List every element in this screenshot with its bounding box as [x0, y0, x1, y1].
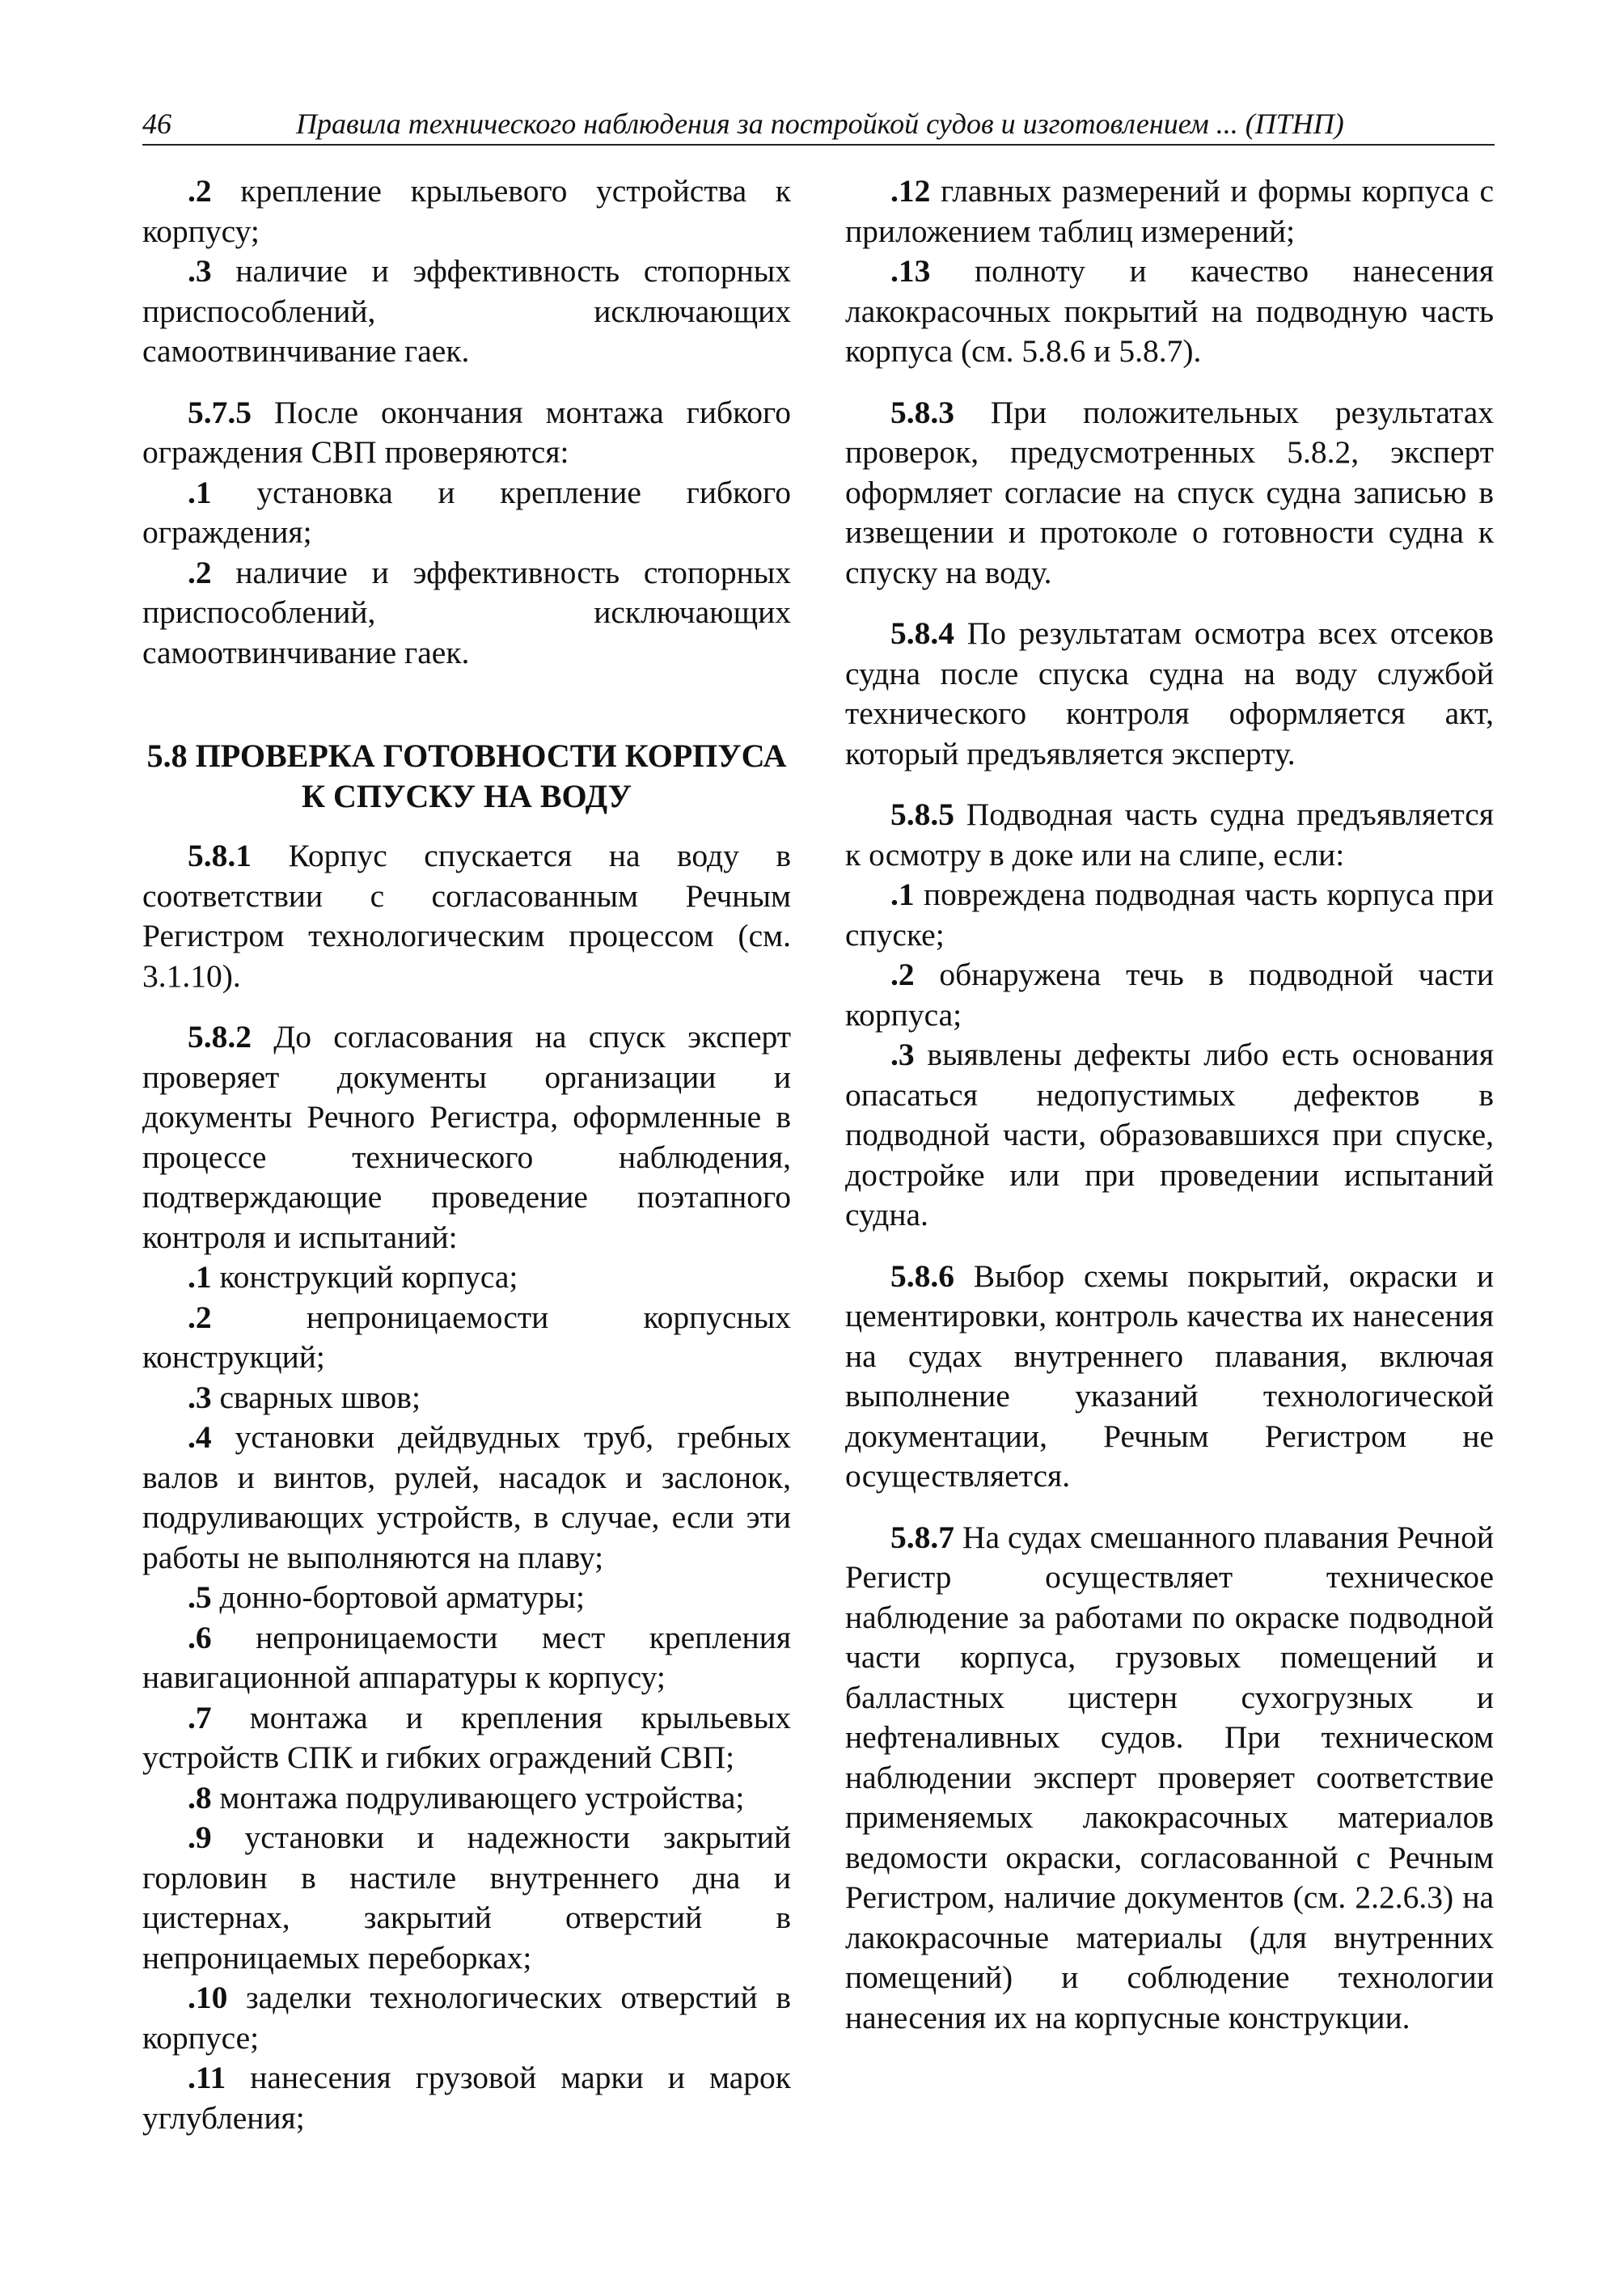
list-item: [142, 1698, 791, 1778]
item-number: .2: [188, 173, 212, 209]
list-item: [142, 1418, 791, 1578]
clause-text: На судах смешанного плавания Речной Регистр осуществляет техническое наблюдение за работами по окраске подводной части корпуса, грузовых помещений и балластных цистерн сухогрузных и нефтеналивных судов. При техническом наблюдении эксперт проверяет соответствие применяемых лакокрасочных материалов ведомости окраски, согласованной с Речным Регистром, наличие документов (см. 2.2.6.3) на лакокрасочные материалы (для внутренних помещений) и соблюдение технологии нанесения их на корпусные конструкции.: [845, 1519, 1494, 2035]
list-item: [142, 1578, 791, 1618]
clause-5-8-5: [845, 795, 1494, 875]
item-text: полноту и качество нанесения лакокрасочных покрытий на подводную часть корпуса (см. 5.8.6 и 5.8.7).: [845, 253, 1494, 369]
item-text: монтажа подруливающего устройства;: [211, 1779, 745, 1815]
clause-number: 5.8.6: [890, 1258, 954, 1294]
item-text: обнаружена течь в подводной части корпуса;: [845, 957, 1494, 1033]
item-number: .8: [188, 1779, 212, 1815]
item-number: .2: [188, 554, 212, 590]
clause-text: Подводная часть судна предъявляется к осмотру в доке или на слипе, если:: [845, 797, 1494, 873]
clause-5-8-2: [142, 1017, 791, 1258]
list-item: [142, 1978, 791, 2058]
item-text: нанесения грузовой марки и марок углубления;: [142, 2060, 791, 2136]
item-number: .13: [890, 253, 931, 289]
list-item: [142, 252, 791, 372]
item-number: .6: [188, 1619, 212, 1655]
item-number: .1: [890, 877, 915, 912]
item-number: .1: [188, 1259, 212, 1295]
clause-text: При положительных результатах проверок, предусмотренных 5.8.2, эксперт оформляет согласие на спуск судна записью в извещении и протоколе о готовности судна к спуску на воду.: [845, 394, 1494, 590]
item-text: наличие и эффективность стопорных приспособлений, исключающих самоотвинчивание гаек.: [142, 253, 791, 369]
clause-number: 5.8.1: [188, 838, 252, 873]
list-item: [142, 1258, 791, 1298]
clause-text: До согласования на спуск эксперт проверяет документы организации и документы Речного Регистра, оформленные в процессе технического наблюдения, подтверждающие проведение поэтапного контроля и испытаний:: [142, 1019, 791, 1255]
item-number: .7: [188, 1699, 212, 1735]
list-item: [142, 171, 791, 252]
item-text: установка и крепление гибкого ограждения;: [142, 474, 791, 550]
item-number: .10: [188, 1980, 228, 2015]
list-item: [142, 1818, 791, 1978]
item-number: .2: [890, 957, 915, 992]
list-item: [845, 875, 1494, 955]
item-text: наличие и эффективность стопорных приспособлений, исключающих самоотвинчивание гаек.: [142, 554, 791, 670]
item-text: повреждена подводная часть корпуса при спуске;: [845, 877, 1494, 953]
clause-number: 5.8.2: [188, 1019, 252, 1055]
clause-5-8-7: [845, 1518, 1494, 2039]
item-number: .3: [188, 253, 212, 289]
clause-5-8-6: [845, 1257, 1494, 1497]
item-text: установки дейдвудных труб, гребных валов и винтов, рулей, насадок и заслонок, подруливающих устройств, в случае, если эти работы не выполняются на плаву;: [142, 1419, 791, 1575]
list-item: [142, 1618, 791, 1698]
list-item: [142, 1378, 791, 1418]
section-heading-line1: 5.8 ПРОВЕРКА ГОТОВНОСТИ КОРПУСА: [146, 738, 787, 774]
list-item: [142, 2058, 791, 2138]
item-number: .9: [188, 1820, 212, 1855]
list-item: [142, 1298, 791, 1378]
item-text: установки и надежности закрытий горловин в настиле внутреннего дна и цистернах, закрытий отверстий в непроницаемых переборках;: [142, 1820, 791, 1976]
clause-text: После окончания монтажа гибкого ограждения СВП проверяются:: [142, 394, 791, 470]
item-text: непроницаемости мест крепления навигационной аппаратуры к корпусу;: [142, 1619, 791, 1695]
item-text: главных размерений и формы корпуса с приложением таблиц измерений;: [845, 173, 1494, 249]
item-text: выявлены дефекты либо есть основания опасаться недопустимых дефектов в подводной части, образовавшихся при спуске, достройке или при проведении испытаний судна.: [845, 1037, 1494, 1232]
clause-5-8-3: [845, 393, 1494, 594]
item-number: .4: [188, 1419, 212, 1455]
clause-number: 5.8.3: [890, 394, 954, 430]
clause-text: По результатам осмотра всех отсеков судна после спуска судна на воду службой технического контроля оформляется акт, который предъявляется эксперту.: [845, 615, 1494, 771]
right-column: [845, 171, 1494, 2038]
item-number: .11: [188, 2060, 226, 2095]
clause-number: 5.7.5: [188, 394, 252, 430]
header-title: Правила технического наблюдения за постройкой судов и изготовлением ... (ПТНП): [296, 108, 1344, 140]
section-heading: [142, 736, 791, 817]
left-column: [142, 171, 791, 2138]
clause-5-7-5: [142, 393, 791, 473]
item-number: .2: [188, 1299, 212, 1335]
running-header: [142, 104, 1495, 146]
item-text: сварных швов;: [211, 1379, 421, 1415]
item-number: .3: [188, 1379, 212, 1415]
item-text: крепление крыльевого устройства к корпусу;: [142, 173, 791, 249]
clause-number: 5.8.7: [890, 1519, 954, 1555]
clause-text: Корпус спускается на воду в соответствии с согласованным Речным Регистром технологическим процессом (см. 3.1.10).: [142, 838, 791, 994]
item-number: .3: [890, 1037, 915, 1072]
item-text: непроницаемости корпусных конструкций;: [142, 1299, 791, 1375]
section-heading-line2: К СПУСКУ НА ВОДУ: [302, 778, 632, 814]
list-item: [845, 1035, 1494, 1236]
item-number: .12: [890, 173, 931, 209]
list-item: [142, 473, 791, 553]
item-number: .1: [188, 474, 212, 510]
clause-text: Выбор схемы покрытий, окраски и цементировки, контроль качества их нанесения на судах внутреннего плавания, включая выполнение указаний технологической документации, Речным Регистром не осуществляется.: [845, 1258, 1494, 1494]
item-text: заделки технологических отверстий в корпусе;: [142, 1980, 791, 2056]
item-text: конструкций корпуса;: [211, 1259, 518, 1295]
list-item: [142, 1778, 791, 1819]
clause-5-8-4: [845, 614, 1494, 774]
clause-number: 5.8.5: [890, 797, 954, 832]
item-text: монтажа и крепления крыльевых устройств СПК и гибких ограждений СВП;: [142, 1699, 791, 1775]
list-item: [845, 955, 1494, 1035]
list-item: [142, 553, 791, 674]
list-item: [845, 171, 1494, 252]
page-number: 46: [142, 108, 171, 140]
item-number: .5: [188, 1579, 212, 1615]
list-item: [845, 252, 1494, 372]
item-text: донно-бортовой арматуры;: [211, 1579, 585, 1615]
clause-5-8-1: [142, 836, 791, 996]
clause-number: 5.8.4: [890, 615, 954, 651]
